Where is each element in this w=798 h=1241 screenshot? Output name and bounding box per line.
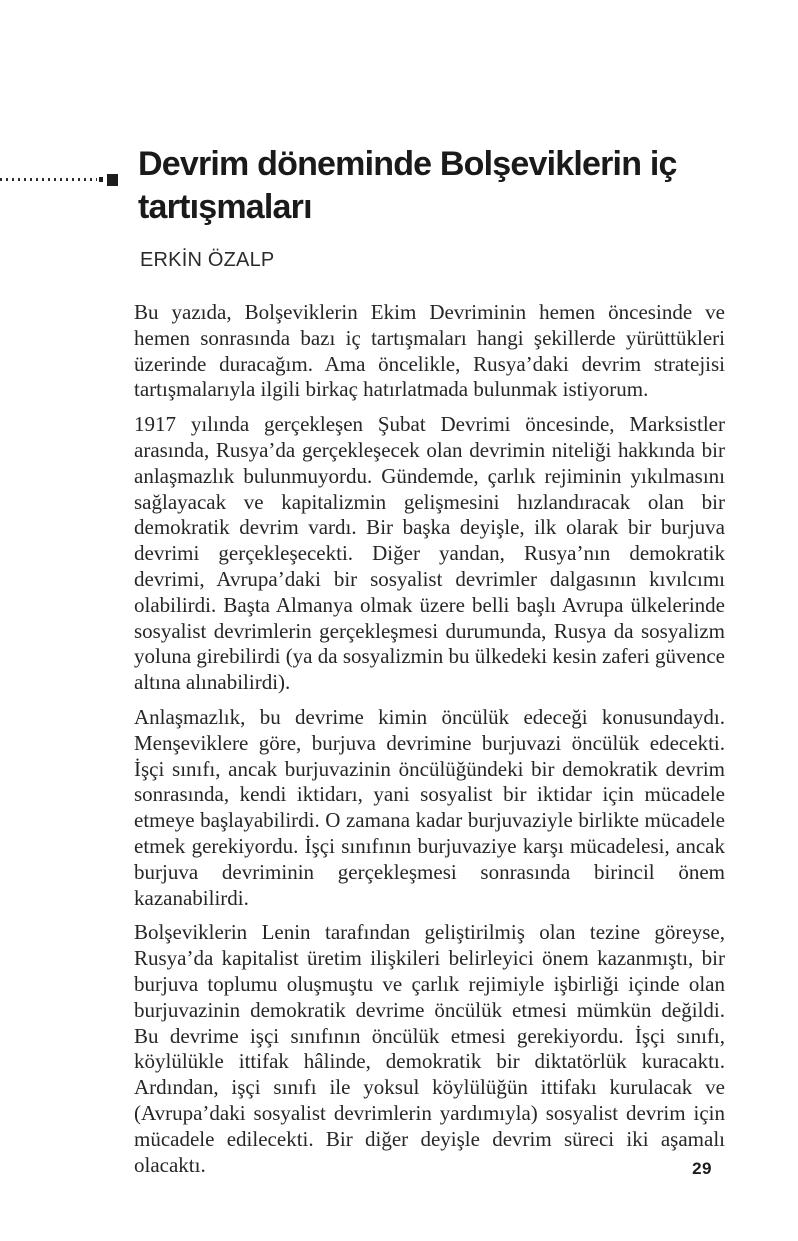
article-body [134,300,725,1187]
article-title: Devrim döneminde Bolşeviklerin iç tartışmaları [138,145,677,226]
square-bullet-icon [107,174,118,186]
article-author: ERKİN ÖZALP [140,249,275,271]
page-number: 29 [692,1159,712,1178]
body-paragraph: Bu yazıda, Bolşeviklerin Ekim Devriminin hemen öncesinde ve hemen sonrasında bazı iç tartışmaları hangi şekillerde yürüttükleri üzerinde duracağım. Ama öncelikle, Rusya’daki devrim stratejisi tartışmalarıyla ilgili birkaç hatırlatmada bulunmak istiyorum. [134,300,725,402]
dotted-rule [0,178,97,181]
small-square-bullet-icon [99,177,103,182]
body-paragraph: 1917 yılında gerçekleşen Şubat Devrimi öncesinde, Marksistler arasında, Rusya’da gerçekleşecek olan devrimin niteliği hakkında bir anlaşmazlık bulunmuyordu. Gündemde, çarlık rejiminin yıkılmasını sağlayacak ve kapitalizmin gelişmesini hızlandıracak olan bir demokratik devrim vardı. Bir başka deyişle, ilk olarak bir burjuva devrimi gerçekleşecekti. Diğer yandan, Rusya’nın demokratik devrimi, Avrupa’daki bir sosyalist devrimler dalgasının kıvılcımı olabilirdi. Başta Almanya olmak üzere belli başlı Avrupa ülkelerinde sosyalist devrimlerin gerçekleşmesi durumunda, Rusya da sosyalizm yoluna girebilirdi (ya da sosyalizmin bu ülkedeki kesin zaferi güvence altına alınabilirdi). [134,412,725,695]
body-paragraph: Anlaşmazlık, bu devrime kimin öncülük edeceği konusundaydı. Menşeviklere göre, burjuva devrimine burjuvazi öncülük edecekti. İşçi sınıfı, ancak burjuvazinin öncülüğündeki bir demokratik devrim sonrasında, kendi iktidarı, yani sosyalist bir iktidar için mücadele etmeye başlayabilirdi. O zamana kadar burjuvaziyle birlikte mücadele etmek gerekiyordu. İşçi sınıfının burjuvaziye karşı mücadelesi, ancak burjuva devriminin gerçekleşmesi sonrasında birincil önem kazanabilirdi. [134,704,725,910]
body-paragraph: Bolşeviklerin Lenin tarafından geliştirilmiş olan tezine göreyse, Rusya’da kapitalist üretim ilişkileri belirleyici önem kazanmıştı, bir burjuva toplumu oluşmuştu ve çarlık rejimiyle işbirliği içinde olan burjuvazinin demokratik devrime öncülük etmesi mümkün değildi. Bu devrime işçi sınıfının öncülük etmesi gerekiyordu. İşçi sınıfı, köylülükle ittifak hâlinde, demokratik bir diktatörlük kuracaktı. Ardından, işçi sınıfı ile yoksul köylülüğün ittifakı kurulacak ve (Avrupa’daki sosyalist devrimlerin yardımıyla) sosyalist devrim için mücadele edilecekti. Bir diğer deyişle devrim süreci iki aşamalı olacaktı. [134,920,725,1177]
